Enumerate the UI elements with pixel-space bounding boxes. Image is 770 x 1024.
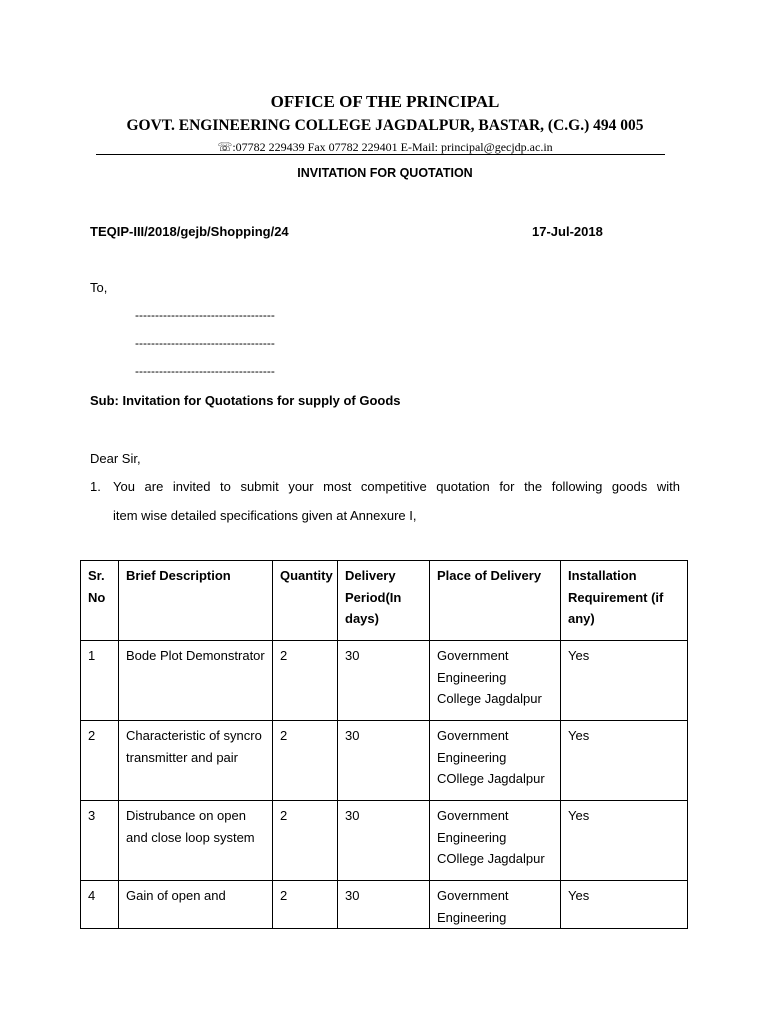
addressee-label: To, [90,280,108,295]
subject-line: Sub: Invitation for Quotations for supply of Goods [90,393,401,408]
cell-delivery-period: 30 [338,721,430,801]
header-description: Brief Description [119,561,273,641]
cell-sr-no: 3 [81,801,119,881]
table-row [81,801,688,881]
cell-sr-no: 2 [81,721,119,801]
address-line-1: ----------------------------------- [135,308,275,322]
cell-installation: Yes [561,641,688,721]
contact-line [0,140,770,155]
cell-description: Distrubance on open and close loop system [119,801,273,881]
cell-quantity: 2 [273,801,338,881]
paragraph-line-2: item wise detailed specifications given at Annexure I, [113,508,417,523]
address-line-3: ----------------------------------- [135,364,275,378]
table-row [81,641,688,721]
paragraph-number: 1. [90,479,101,494]
reference-number: TEQIP-III/2018/gejb/Shopping/24 [90,224,289,239]
salutation: Dear Sir, [90,451,141,466]
cell-sr-no: 4 [81,881,119,929]
cell-installation: Yes [561,801,688,881]
phone-icon: ☏ [217,140,233,154]
cell-place: Government Engineering [430,881,561,929]
header-sr-no: Sr. No [81,561,119,641]
cell-place: Government Engineering COllege Jagdalpur [430,801,561,881]
table-row [81,881,688,929]
table-row [81,721,688,801]
document-date: 17-Jul-2018 [532,224,603,239]
cell-description: Characteristic of syncro transmitter and pair [119,721,273,801]
cell-quantity: 2 [273,881,338,929]
cell-installation: Yes [561,881,688,929]
cell-sr-no: 1 [81,641,119,721]
cell-description: Bode Plot Demonstrator [119,641,273,721]
header-installation: Installation Requirement (if any) [561,561,688,641]
cell-installation: Yes [561,721,688,801]
cell-description: Gain of open and [119,881,273,929]
college-name: GOVT. ENGINEERING COLLEGE JAGDALPUR, BASTAR, (C.G.) 494 005 [126,117,644,134]
header-delivery-period: Delivery Period(In days) [338,561,430,641]
header-place-of-delivery: Place of Delivery [430,561,561,641]
document-heading: INVITATION FOR QUOTATION [297,166,473,180]
paragraph-line-1: You are invited to submit your most competitive quotation for the following goods with [113,479,680,494]
cell-place: Government Engineering COllege Jagdalpur [430,721,561,801]
header-quantity: Quantity [273,561,338,641]
cell-place: Government Engineering College Jagdalpur [430,641,561,721]
address-line-2: ----------------------------------- [135,336,275,350]
cell-delivery-period: 30 [338,801,430,881]
office-title: OFFICE OF THE PRINCIPAL [270,92,500,111]
items-table [80,560,688,929]
cell-quantity: 2 [273,641,338,721]
cell-delivery-period: 30 [338,881,430,929]
cell-delivery-period: 30 [338,641,430,721]
contact-details: :07782 229439 Fax 07782 229401 E-Mail: principal@gecjdp.ac.in [232,140,553,154]
cell-quantity: 2 [273,721,338,801]
table-header-row [81,561,688,641]
header-divider [96,154,665,155]
